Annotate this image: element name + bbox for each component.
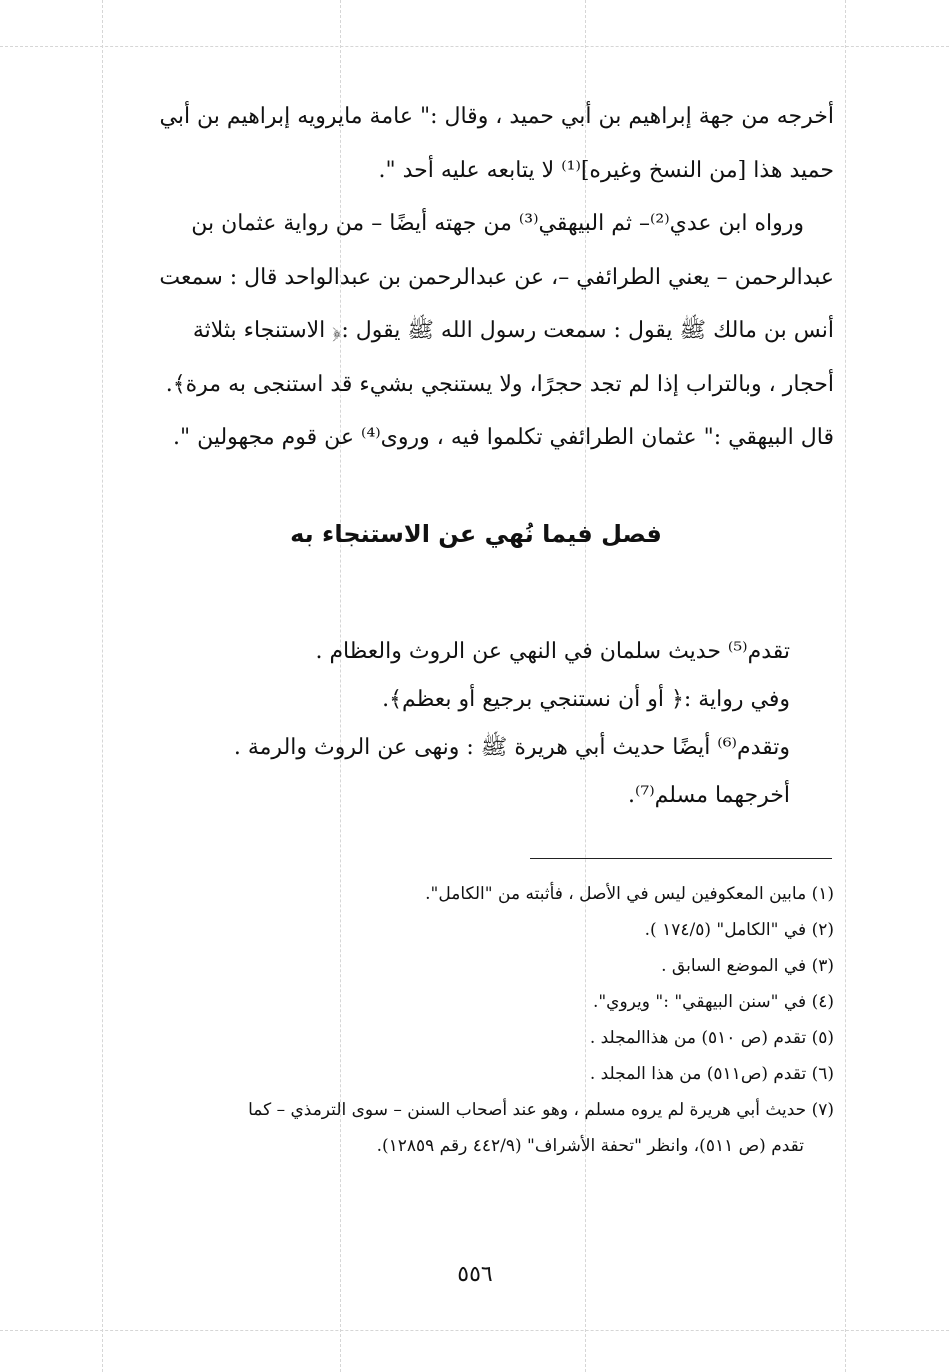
guide-line [0,1330,949,1331]
text-line: عبدالرحمن – يعني الطرائفي –، عن عبدالرحمن بن عبدالواحد قال : سمعت [159,264,834,290]
footnote: (٤) في "سنن البيهقي" :" ويروي". [592,992,834,1012]
text-line: أنس بن مالك ﷺ يقول : سمعت رسول الله ﷺ يقول :﴿ الاستنجاء بثلاثة [192,318,834,343]
guide-line [845,0,846,1372]
text-line: قال البيهقي :" عثمان الطرائفي تكلموا فيه ، وروى⁽⁴⁾ عن قوم مجهولين ". [172,425,834,450]
text-line: أخرجهما مسلم⁽⁷⁾. [628,783,790,808]
text-line: حميد هذا [من النسخ وغيره]⁽¹⁾ لا يتابعه عليه أحد ". [378,157,834,183]
text-line: أخرجه من جهة إبراهيم بن أبي حميد ، وقال :" عامة مايرويه إبراهيم بن أبي [159,104,834,129]
footnote: (٢) في "الكامل" (١٧٤/٥ ). [644,920,834,940]
footnote-divider [530,858,832,859]
footnotes [118,876,834,1164]
footnote: (٧) حديث أبي هريرة لم يروه مسلم ، وهو عند أصحاب السنن – سوى الترمذي – كما [248,1100,834,1120]
text-line: أحجار ، وبالتراب إذا لم تجد حجرًا، ولا يستنجي بشيء قد استنجى به مرة﴾. [165,371,834,397]
footnote: تقدم (ص ٥١١)، وانظر "تحفة الأشراف" (٤٤٢/٩ رقم ١٢٨٥٩). [376,1136,804,1156]
page-number: ٥٥٦ [457,1262,493,1287]
guide-line [0,46,949,47]
footnote: (٦) تقدم (ص٥١١) من هذا المجلد . [589,1064,834,1084]
guide-line [102,0,103,1372]
text-line: وفي رواية :﴿ أو أن نستنجي برجيع أو بعظم﴾. [382,687,790,712]
text-line: ورواه ابن عدي⁽²⁾– ثم البيهقي⁽³⁾ من جهته أيضًا – من رواية عثمان بن [191,211,804,236]
footnote: (١) مابين المعكوفين ليس في الأصل ، فأثبته من "الكامل". [425,884,834,904]
footnote: (٥) تقدم (ص ٥١٠) من هذاالمجلد . [589,1028,834,1048]
section-heading: فصل فيما نُهي عن الاستنجاء به [290,520,662,548]
text-line: تقدم⁽⁵⁾ حديث سلمان في النهي عن الروث والعظام . [315,639,790,664]
main-text [118,90,834,465]
footnote: (٣) في الموضع السابق . [661,956,834,976]
text-line: وتقدم⁽⁶⁾ أيضًا حديث أبي هريرة ﷺ : ونهى عن الروث والرمة . [233,735,790,760]
section-text [118,628,790,820]
